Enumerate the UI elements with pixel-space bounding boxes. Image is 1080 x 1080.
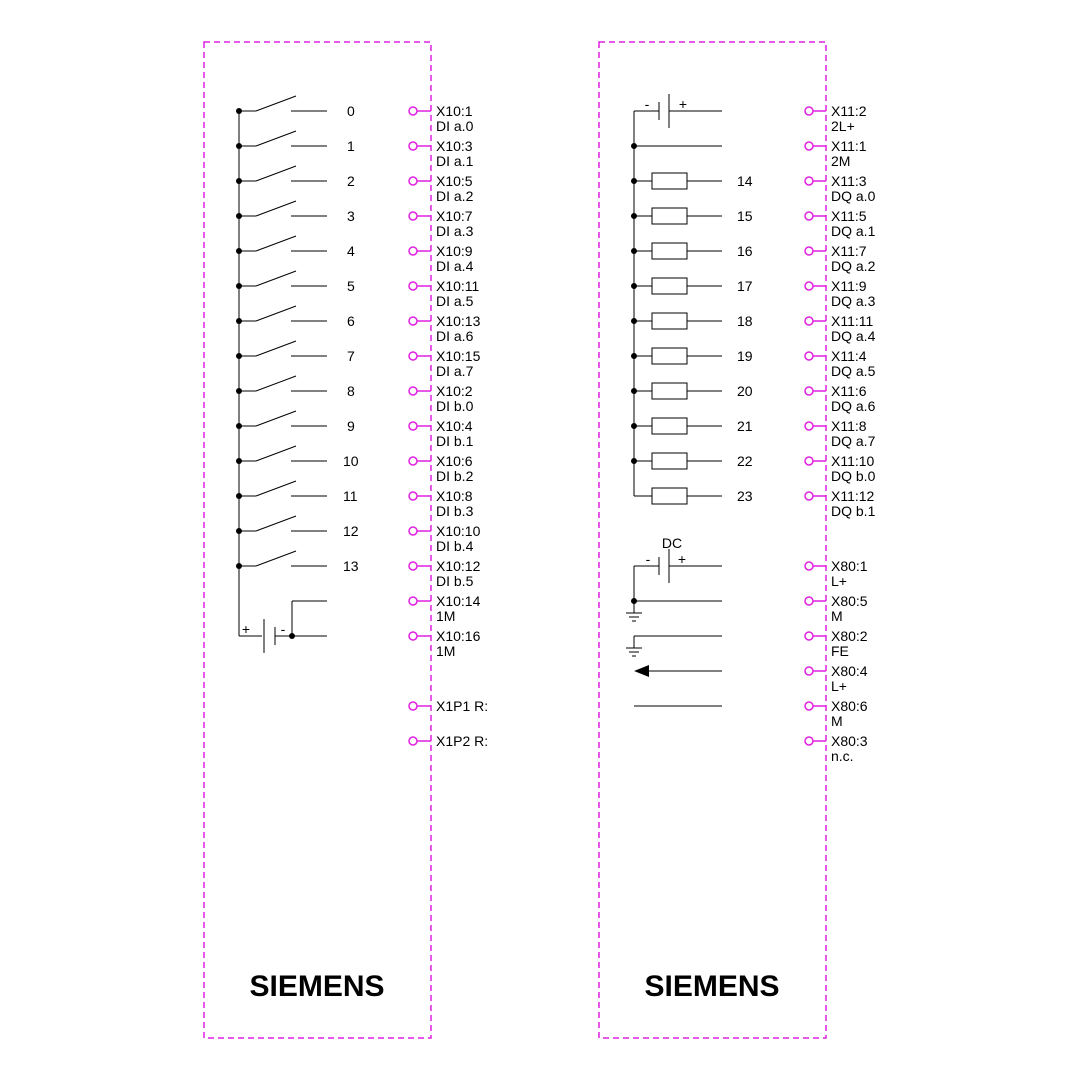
load-resistor xyxy=(631,348,722,364)
output-terminal[interactable] xyxy=(805,348,876,379)
terminal-label: X10:2 xyxy=(436,383,473,399)
signal-label: M xyxy=(831,608,843,624)
power-terminal[interactable] xyxy=(805,628,868,659)
terminal-label: X80:1 xyxy=(831,558,868,574)
input-terminal[interactable] xyxy=(409,313,481,344)
terminal-label: X11:9 xyxy=(831,278,867,294)
power-terminal[interactable] xyxy=(805,558,868,589)
output-number: 14 xyxy=(737,173,753,189)
input-row xyxy=(236,446,474,484)
terminal-label: X10:5 xyxy=(436,173,473,189)
signal-label: DQ b.1 xyxy=(831,503,876,519)
terminal-circle[interactable] xyxy=(409,422,417,430)
output-row xyxy=(631,383,876,414)
input-number: 5 xyxy=(347,278,355,294)
terminal-circle[interactable] xyxy=(805,177,813,185)
output-number: 18 xyxy=(737,313,753,329)
terminal-circle[interactable] xyxy=(805,282,813,290)
input-row xyxy=(236,376,474,414)
output-terminal[interactable] xyxy=(805,278,876,309)
signal-label: M xyxy=(831,713,843,729)
load-resistor xyxy=(631,383,722,399)
terminal-circle[interactable] xyxy=(409,387,417,395)
terminal-circle[interactable] xyxy=(805,247,813,255)
siemens-logo: SIEMENS xyxy=(644,970,780,1003)
dc-minus: - xyxy=(645,551,651,567)
signal-label: DI b.5 xyxy=(436,573,474,589)
output-number: 15 xyxy=(737,208,753,224)
switch-contact xyxy=(236,236,327,254)
dc-label: DC xyxy=(661,535,683,551)
terminal-label: X80:6 xyxy=(831,698,868,714)
port-terminal-x1p2[interactable] xyxy=(409,733,488,749)
input-number: 1 xyxy=(347,138,355,154)
signal-label: L+ xyxy=(831,573,847,589)
switch-contact xyxy=(236,201,327,219)
output-row xyxy=(631,243,876,274)
input-row xyxy=(236,306,481,344)
switch-contact xyxy=(236,306,327,324)
supply-terminal-x11-1[interactable] xyxy=(805,138,867,169)
input-row xyxy=(236,551,481,589)
input-number: 10 xyxy=(343,453,359,469)
output-supply-plus: + xyxy=(678,96,688,112)
signal-label: DQ b.0 xyxy=(831,468,876,484)
output-number: 16 xyxy=(737,243,753,259)
signal-label: DQ a.2 xyxy=(831,258,876,274)
input-row xyxy=(236,236,474,274)
terminal-circle[interactable] xyxy=(805,107,813,115)
input-number: 6 xyxy=(347,313,355,329)
input-number: 9 xyxy=(347,418,355,434)
output-terminal[interactable] xyxy=(805,453,876,484)
terminal-circle[interactable] xyxy=(805,702,813,710)
output-supply-minus: - xyxy=(644,96,650,112)
terminal-circle[interactable] xyxy=(805,387,813,395)
terminal-label: X10:4 xyxy=(436,418,473,434)
signal-label: DQ a.5 xyxy=(831,363,876,379)
input-terminal[interactable] xyxy=(409,278,480,309)
signal-label: DQ a.6 xyxy=(831,398,876,414)
terminal-circle[interactable] xyxy=(409,702,417,710)
input-number: 3 xyxy=(347,208,355,224)
terminal-circle[interactable] xyxy=(409,177,417,185)
left-supply xyxy=(239,566,327,653)
terminal-circle[interactable] xyxy=(805,422,813,430)
signal-label: DQ a.1 xyxy=(831,223,876,239)
terminal-label: X10:13 xyxy=(436,313,481,329)
supply-terminal-x10-14[interactable] xyxy=(409,593,481,624)
signal-label: 1M xyxy=(436,643,456,659)
input-terminal[interactable] xyxy=(409,173,474,204)
terminal-label: X11:2 xyxy=(831,103,867,119)
dc-supply xyxy=(626,549,722,706)
output-number: 21 xyxy=(737,418,753,434)
terminal-label: X11:3 xyxy=(831,173,867,189)
terminal-label: X11:8 xyxy=(831,418,867,434)
input-row xyxy=(236,516,481,554)
switch-contact xyxy=(236,516,327,534)
input-row xyxy=(236,271,480,309)
output-terminal[interactable] xyxy=(805,173,876,204)
load-resistor xyxy=(631,243,722,259)
signal-label: 1M xyxy=(436,608,456,624)
signal-label: DI b.2 xyxy=(436,468,474,484)
terminal-circle[interactable] xyxy=(409,107,417,115)
switch-contact xyxy=(236,376,327,394)
terminal-label: X10:1 xyxy=(436,103,473,119)
terminal-label: X11:4 xyxy=(831,348,867,364)
output-terminal[interactable] xyxy=(805,208,876,239)
signal-label: DI a.5 xyxy=(436,293,474,309)
terminal-circle[interactable] xyxy=(409,492,417,500)
signal-label: DQ a.7 xyxy=(831,433,876,449)
right-module-frame xyxy=(599,42,826,1038)
terminal-circle[interactable] xyxy=(805,562,813,570)
load-resistor xyxy=(631,453,722,469)
terminal-label: X11:11 xyxy=(831,313,874,329)
output-number: 20 xyxy=(737,383,753,399)
signal-label: 2L+ xyxy=(831,118,855,134)
input-number: 4 xyxy=(347,243,355,259)
input-terminal[interactable] xyxy=(409,243,474,274)
terminal-label: X80:3 xyxy=(831,733,868,749)
signal-label: DI a.1 xyxy=(436,153,474,169)
signal-label: DI b.0 xyxy=(436,398,474,414)
terminal-circle[interactable] xyxy=(805,737,813,745)
terminal-label: X10:8 xyxy=(436,488,473,504)
terminal-label: X11:5 xyxy=(831,208,867,224)
output-row xyxy=(631,418,876,449)
switch-contact xyxy=(236,166,327,184)
terminal-circle[interactable] xyxy=(805,317,813,325)
output-row xyxy=(631,453,876,484)
input-number: 13 xyxy=(343,558,359,574)
output-row xyxy=(631,313,876,344)
output-number: 23 xyxy=(737,488,753,504)
signal-label: DI a.4 xyxy=(436,258,474,274)
input-row xyxy=(236,131,474,169)
terminal-label: X10:10 xyxy=(436,523,481,539)
input-number: 0 xyxy=(347,103,355,119)
switch-contact xyxy=(236,411,327,429)
terminal-circle[interactable] xyxy=(409,737,417,745)
input-terminal[interactable] xyxy=(409,348,481,379)
terminal-label: X1P2 R: xyxy=(436,733,489,749)
terminal-circle[interactable] xyxy=(409,352,417,360)
signal-label: DI a.3 xyxy=(436,223,474,239)
power-terminal[interactable] xyxy=(805,593,868,624)
output-row xyxy=(631,278,876,309)
switch-contact xyxy=(236,341,327,359)
input-terminal[interactable] xyxy=(409,208,474,239)
output-row xyxy=(631,208,876,239)
terminal-label: X80:4 xyxy=(831,663,868,679)
dc-plus: + xyxy=(677,551,687,567)
terminal-circle[interactable] xyxy=(805,492,813,500)
output-terminal[interactable] xyxy=(805,383,876,414)
switch-contact xyxy=(236,131,327,149)
input-number: 2 xyxy=(347,173,355,189)
terminal-label: X1P1 R: xyxy=(436,698,489,714)
input-terminal[interactable] xyxy=(409,418,474,449)
power-terminal[interactable] xyxy=(805,663,868,694)
output-row xyxy=(634,488,876,519)
output-number: 22 xyxy=(737,453,753,469)
input-row xyxy=(236,96,474,134)
right-module-output xyxy=(599,42,876,1038)
output-number: 19 xyxy=(737,348,753,364)
signal-label: DI b.3 xyxy=(436,503,474,519)
input-terminal[interactable] xyxy=(409,103,474,134)
terminal-label: X10:11 xyxy=(436,278,480,294)
input-number: 8 xyxy=(347,383,355,399)
input-number: 7 xyxy=(347,348,355,364)
left-module-input xyxy=(204,42,488,1038)
terminal-circle[interactable] xyxy=(409,527,417,535)
input-number: 12 xyxy=(343,523,359,539)
terminal-label: X11:6 xyxy=(831,383,867,399)
terminal-circle[interactable] xyxy=(805,597,813,605)
load-resistor xyxy=(631,418,722,434)
input-row xyxy=(236,481,474,519)
siemens-logo: SIEMENS xyxy=(249,970,385,1003)
switch-contact xyxy=(236,551,327,569)
load-resistor xyxy=(634,488,722,504)
input-row xyxy=(236,166,474,204)
output-row xyxy=(631,173,876,204)
signal-label: 2M xyxy=(831,153,851,169)
terminal-circle[interactable] xyxy=(409,317,417,325)
terminal-circle[interactable] xyxy=(805,142,813,150)
supply-terminal-x10-16[interactable] xyxy=(409,628,481,659)
output-terminal[interactable] xyxy=(805,488,876,519)
terminal-label: X11:10 xyxy=(831,453,875,469)
output-supply xyxy=(631,94,722,496)
switch-contact xyxy=(236,481,327,499)
left-supply-minus: - xyxy=(280,621,286,637)
signal-label: L+ xyxy=(831,678,847,694)
terminal-circle[interactable] xyxy=(409,562,417,570)
terminal-label: X10:16 xyxy=(436,628,481,644)
input-terminal[interactable] xyxy=(409,523,481,554)
power-terminal[interactable] xyxy=(805,698,868,729)
input-terminal[interactable] xyxy=(409,383,474,414)
terminal-circle[interactable] xyxy=(409,457,417,465)
signal-label: DI b.1 xyxy=(436,433,474,449)
terminal-label: X10:12 xyxy=(436,558,481,574)
supply-terminal-x11-2[interactable] xyxy=(805,103,867,134)
input-row xyxy=(236,341,481,379)
signal-label: FE xyxy=(831,643,849,659)
terminal-label: X11:12 xyxy=(831,488,875,504)
terminal-label: X10:7 xyxy=(436,208,473,224)
terminal-label: X11:7 xyxy=(831,243,867,259)
terminal-circle[interactable] xyxy=(805,212,813,220)
digital-input-list xyxy=(236,96,481,589)
load-resistor xyxy=(631,278,722,294)
terminal-circle[interactable] xyxy=(805,667,813,675)
signal-label: n.c. xyxy=(831,748,854,764)
signal-label: DI a.6 xyxy=(436,328,474,344)
input-terminal[interactable] xyxy=(409,453,474,484)
input-terminal[interactable] xyxy=(409,488,474,519)
terminal-label: X11:1 xyxy=(831,138,867,154)
terminal-label: X10:6 xyxy=(436,453,473,469)
power-terminal-list xyxy=(805,558,868,764)
load-resistor xyxy=(631,173,722,189)
terminal-label: X80:2 xyxy=(831,628,868,644)
port-terminal-x1p1[interactable] xyxy=(409,698,488,714)
switch-contact xyxy=(236,271,327,289)
output-terminal[interactable] xyxy=(805,418,876,449)
load-resistor xyxy=(631,208,722,224)
terminal-circle[interactable] xyxy=(409,597,417,605)
input-terminal[interactable] xyxy=(409,558,481,589)
signal-label: DQ a.3 xyxy=(831,293,876,309)
output-row xyxy=(631,348,876,379)
switch-contact xyxy=(236,446,327,464)
terminal-circle[interactable] xyxy=(805,457,813,465)
terminal-circle[interactable] xyxy=(409,282,417,290)
output-terminal[interactable] xyxy=(805,243,876,274)
input-terminal[interactable] xyxy=(409,138,474,169)
signal-label: DI b.4 xyxy=(436,538,474,554)
input-number: 11 xyxy=(343,488,358,504)
signal-label: DQ a.0 xyxy=(831,188,876,204)
input-row xyxy=(236,411,474,449)
terminal-label: X80:5 xyxy=(831,593,868,609)
signal-label: DI a.7 xyxy=(436,363,474,379)
terminal-label: X10:9 xyxy=(436,243,473,259)
load-resistor xyxy=(631,313,722,329)
terminal-circle[interactable] xyxy=(409,212,417,220)
terminal-label: X10:14 xyxy=(436,593,481,609)
input-row xyxy=(236,201,474,239)
left-module-frame xyxy=(204,42,431,1038)
output-number: 17 xyxy=(737,278,753,294)
terminal-circle[interactable] xyxy=(409,142,417,150)
switch-contact xyxy=(236,96,327,114)
terminal-label: X10:3 xyxy=(436,138,473,154)
digital-output-list xyxy=(631,173,876,519)
output-terminal[interactable] xyxy=(805,313,876,344)
signal-label: DI a.2 xyxy=(436,188,474,204)
power-terminal[interactable] xyxy=(805,733,868,764)
terminal-circle[interactable] xyxy=(805,632,813,640)
signal-label: DQ a.4 xyxy=(831,328,876,344)
signal-label: DI a.0 xyxy=(436,118,474,134)
left-supply-plus: + xyxy=(241,621,251,637)
terminal-circle[interactable] xyxy=(409,247,417,255)
terminal-label: X10:15 xyxy=(436,348,481,364)
terminal-circle[interactable] xyxy=(805,352,813,360)
terminal-circle[interactable] xyxy=(409,632,417,640)
